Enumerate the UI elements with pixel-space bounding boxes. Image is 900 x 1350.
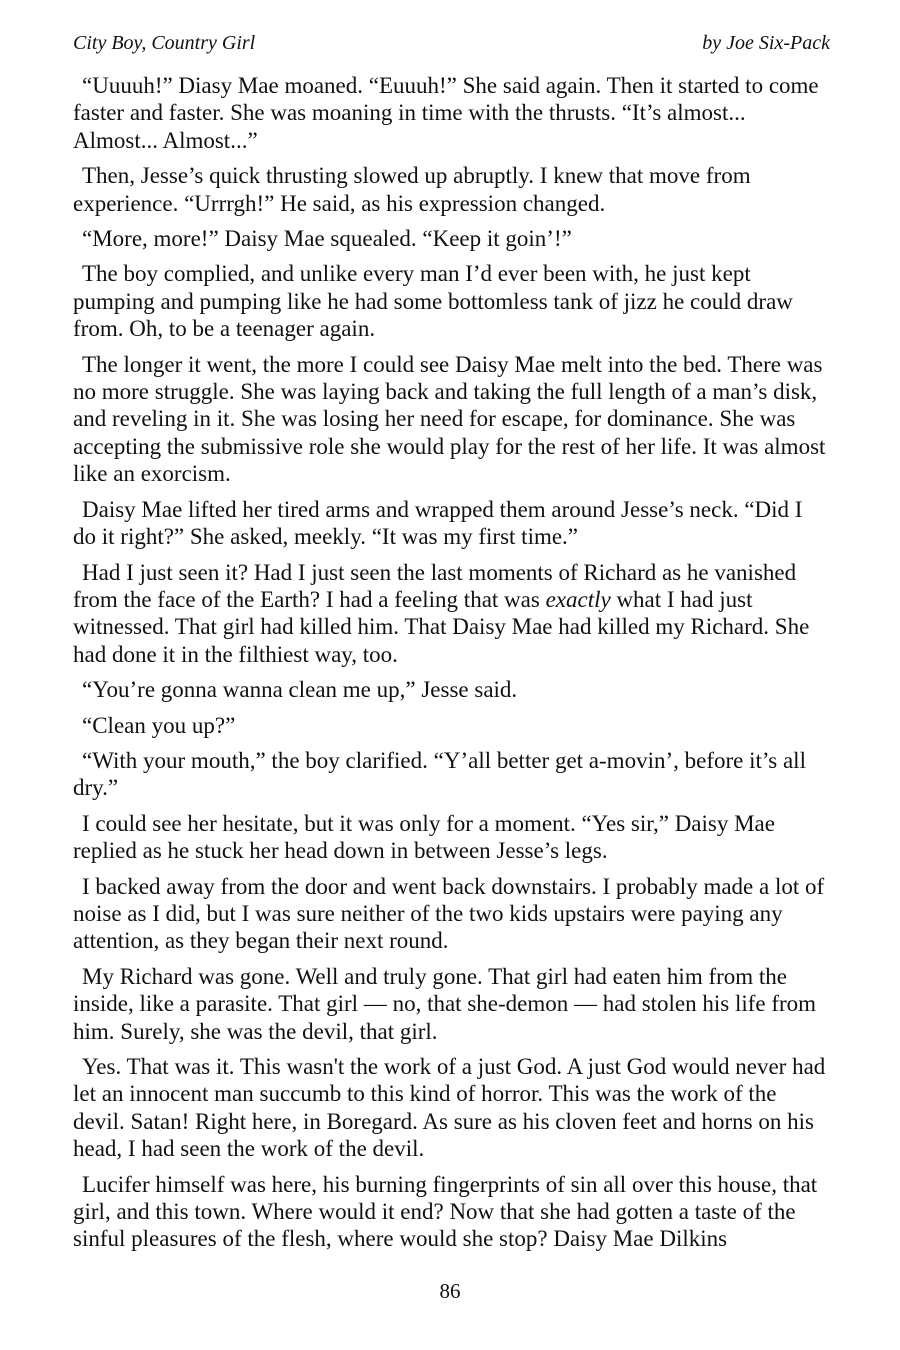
paragraph [73, 1045, 830, 1163]
paragraph [73, 865, 830, 955]
paragraph [73, 802, 830, 865]
book-author: by Joe Six-Pack [702, 32, 830, 54]
page-footer [0, 1280, 900, 1303]
paragraph [73, 739, 830, 802]
text-segment: “Clean you up?” [82, 712, 236, 738]
page-number: 86 [439, 1279, 461, 1303]
text-segment: Yes. That was it. This wasn't the work of a just God. A just God would never had let an innocent man succumb to this kind of horror. This was the work of the devil. Satan! Right here, in Boregard. As sure as his cloven feet and horns on his head, I had seen the work of the devil. [73, 1054, 826, 1162]
paragraph [73, 668, 830, 703]
text-segment: “Uuuuh!” Diasy Mae moaned. “Euuuh!” She said again. Then it started to come faster and faster. She was moaning in time with the thrusts. “It’s almost... Almost... Almost...” [73, 73, 819, 153]
paragraph [73, 488, 830, 551]
paragraph [73, 551, 830, 669]
text-segment: “You’re gonna wanna clean me up,” Jesse said. [82, 677, 518, 703]
text-segment: I backed away from the door and went back downstairs. I probably made a lot of noise as I did, but I was sure neither of the two kids upstairs were paying any attention, as they began their next round. [73, 873, 825, 954]
text-segment: “More, more!” Daisy Mae squealed. “Keep it goin’!” [82, 226, 572, 252]
text-segment: Had I just seen it? Had I just seen the last moments of Richard as he vanished from the face of the Earth? I had a feeling that was [73, 559, 797, 612]
paragraph [73, 252, 830, 342]
paragraph [73, 1163, 830, 1253]
text-segment: Then, Jesse’s quick thrusting slowed up abruptly. I knew that move from experience. “Urrrgh!” He said, as his expression changed. [73, 163, 751, 216]
text-segment: Lucifer himself was here, his burning fingerprints of sin all over this house, that girl, and this town. Where would it end? Now that she had gotten a taste of the sinful pleasures of the flesh, where would she stop? Daisy Mae Dilkins [73, 1171, 818, 1252]
page-body [73, 64, 830, 1253]
text-segment: what I had just witnessed. That girl had killed him. That Daisy Mae had killed my Richard. She had done it in the filthiest way, too. [73, 586, 810, 667]
emphasized-text: exactly [545, 586, 611, 612]
text-segment: The longer it went, the more I could see Daisy Mae melt into the bed. There was no more struggle. She was laying back and taking the full length of a man’s disk, and reveling in it. She was losing her need for escape, for dominance. She was accepting the submissive role she would play for the rest of her life. It was almost like an exorcism. [73, 351, 826, 487]
running-header [73, 31, 830, 55]
paragraph [73, 217, 830, 252]
text-segment: My Richard was gone. Well and truly gone. That girl had eaten him from the inside, like a parasite. That girl — no, that she-demon — had stolen his life from him. Surely, she was the devil, that girl. [73, 963, 817, 1044]
text-segment: Daisy Mae lifted her tired arms and wrapped them around Jesse’s neck. “Did I do it right?” She asked, meekly. “It was my first time.” [73, 496, 803, 550]
text-segment: “With your mouth,” the boy clarified. “Y’all better get a-movin’, before it’s all dry.” [73, 747, 806, 801]
paragraph [73, 955, 830, 1045]
paragraph [73, 704, 830, 739]
text-segment: The boy complied, and unlike every man I’d ever been with, he just kept pumping and pumping like he had some bottomless tank of jizz he could draw from. Oh, to be a teenager again. [73, 261, 793, 342]
book-title: City Boy, Country Girl [73, 32, 256, 54]
paragraph [73, 343, 830, 488]
paragraph [73, 64, 830, 154]
paragraph [73, 154, 830, 217]
text-segment: I could see her hesitate, but it was only for a moment. “Yes sir,” Daisy Mae replied as he stuck her head down in between Jesse’s legs. [73, 810, 775, 864]
